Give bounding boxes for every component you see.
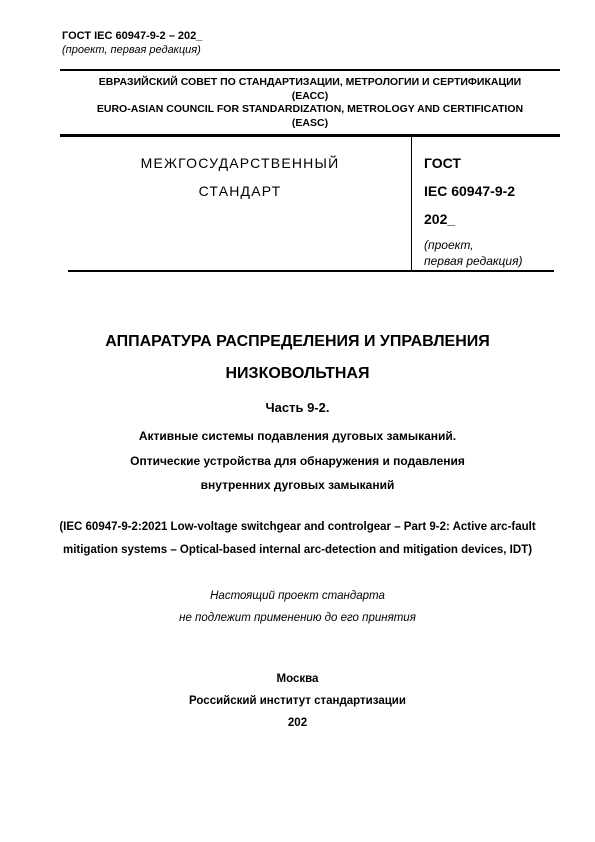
standard-year: 202_ <box>424 211 456 227</box>
designation-rule <box>68 270 554 272</box>
imprint-publisher: Российский институт стандартизации <box>189 695 406 707</box>
gost-label: ГОСТ <box>424 155 461 171</box>
subtitle-line2: Оптические устройства для обнаружения и подавления <box>130 454 465 468</box>
standard-number: IEC 60947-9-2 <box>424 183 516 199</box>
interstate-label: МЕЖГОСУДАРСТВЕННЫЙ <box>140 155 340 171</box>
title-line1: АППАРАТУРА РАСПРЕДЕЛЕНИЯ И УПРАВЛЕНИЯ <box>105 333 490 350</box>
standard-label: СТАНДАРТ <box>198 183 282 199</box>
draft-note-line1: (проект, <box>424 238 474 252</box>
council-rule <box>60 134 560 137</box>
draft-note-line2: первая редакция) <box>424 254 523 268</box>
top-rule <box>60 69 560 71</box>
iec-reference-line2: mitigation systems – Optical-based internal arc-detection and mitigation devices, IDT) <box>62 544 533 556</box>
designation-divider <box>411 137 412 271</box>
title-line2: НИЗКОВОЛЬТНАЯ <box>225 365 370 382</box>
imprint-city: Москва <box>276 673 319 685</box>
council-ru-abbr: (ЕАСС) <box>291 90 329 102</box>
subtitle-line1: Активные системы подавления дуговых замыканий. <box>138 429 457 443</box>
notice-line2: не подлежит применению до его принятия <box>179 612 416 624</box>
iec-reference-line1: (IEC 60947-9-2:2021 Low-voltage switchgear and controlgear – Part 9-2: Active arc-fault <box>59 521 536 533</box>
council-ru-name: ЕВРАЗИЙСКИЙ СОВЕТ ПО СТАНДАРТИЗАЦИИ, МЕТРОЛОГИИ И СЕРТИФИКАЦИИ <box>98 76 522 88</box>
notice-line1: Настоящий проект стандарта <box>210 590 385 602</box>
part-number: Часть 9-2. <box>265 400 330 415</box>
council-en-name: EURO-ASIAN COUNCIL FOR STANDARDIZATION, METROLOGY AND CERTIFICATION <box>96 103 524 115</box>
imprint-year: 202 <box>287 717 308 729</box>
subtitle-line3: внутренних дуговых замыканий <box>200 478 395 492</box>
council-en-abbr: (EASC) <box>291 117 329 129</box>
standard-code: ГОСТ IEC 60947-9-2 – 202_ <box>62 30 203 42</box>
draft-status: (проект, первая редакция) <box>62 44 201 56</box>
